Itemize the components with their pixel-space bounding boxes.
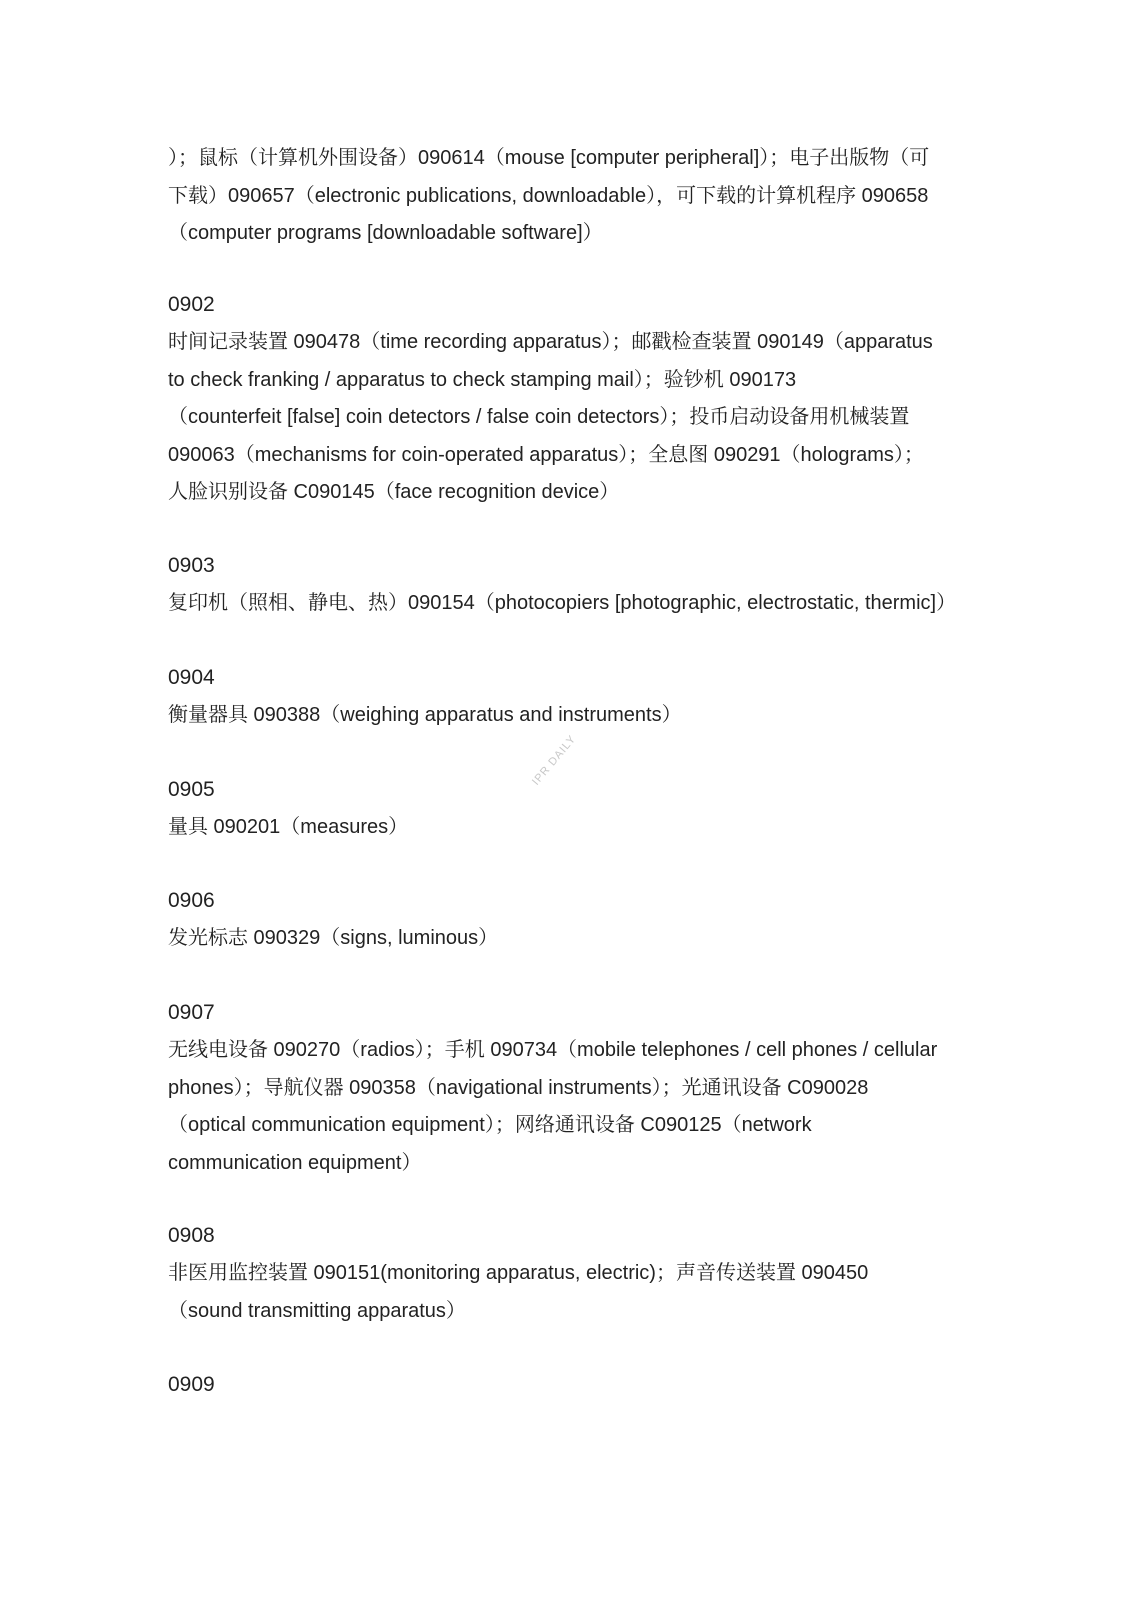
section-paragraph bbox=[168, 324, 953, 512]
section-paragraph bbox=[168, 1255, 953, 1330]
section-code: 0904 bbox=[168, 666, 215, 689]
section-code: 0906 bbox=[168, 889, 215, 912]
section-paragraph bbox=[168, 585, 957, 623]
text-line: （counterfeit [false] coin detectors / false coin detectors）；投币启动设备用机械装置 bbox=[168, 406, 910, 428]
text-line: （computer programs [downloadable software]） bbox=[168, 222, 603, 244]
watermark: IPR DAILY bbox=[530, 732, 579, 788]
section-code: 0908 bbox=[168, 1224, 215, 1247]
text-line: 非医用监控装置 090151(monitoring apparatus, electric)；声音传送装置 090450 bbox=[168, 1262, 869, 1284]
section-code: 0902 bbox=[168, 293, 215, 316]
text-line: 时间记录装置 090478（time recording apparatus）；邮戳检查装置 090149（apparatus bbox=[168, 331, 933, 353]
text-line: 衡量器具 090388（weighing apparatus and instruments） bbox=[168, 704, 682, 726]
section-code: 0909 bbox=[168, 1373, 215, 1396]
text-line: 量具 090201（measures） bbox=[168, 816, 409, 838]
text-line: 复印机（照相、静电、热）090154（photocopiers [photographic, electrostatic, thermic]） bbox=[168, 592, 957, 614]
text-line: to check franking / apparatus to check stamping mail）；验钞机 090173 bbox=[168, 368, 797, 391]
text-line: 发光标志 090329（signs, luminous） bbox=[168, 927, 499, 949]
text-line: ）；鼠标（计算机外围设备）090614（mouse [computer peripheral]）；电子出版物（可 bbox=[168, 147, 930, 169]
section-paragraph bbox=[168, 697, 953, 735]
text-line: 下载）090657（electronic publications, downloadable），可下载的计算机程序 090658 bbox=[168, 184, 929, 207]
text-line: 090063（mechanisms for coin-operated apparatus）；全息图 090291（holograms）； bbox=[168, 443, 924, 466]
section-paragraph bbox=[168, 809, 953, 847]
section-code: 0903 bbox=[168, 554, 215, 577]
section-paragraph bbox=[168, 920, 953, 958]
section-code: 0907 bbox=[168, 1001, 215, 1024]
intro-paragraph bbox=[168, 140, 953, 253]
section-code: 0905 bbox=[168, 778, 215, 801]
text-line: 人脸识别设备 C090145（face recognition device） bbox=[168, 481, 620, 503]
text-line: （optical communication equipment）；网络通讯设备 C090125（network bbox=[168, 1114, 812, 1136]
text-line: （sound transmitting apparatus） bbox=[168, 1299, 466, 1322]
text-line: communication equipment） bbox=[168, 1151, 422, 1174]
text-line: phones）；导航仪器 090358（navigational instruments）；光通讯设备 C090028 bbox=[168, 1076, 869, 1099]
section-paragraph bbox=[168, 1032, 953, 1182]
text-line: 无线电设备 090270（radios）；手机 090734（mobile telephones / cell phones / cellular bbox=[168, 1039, 938, 1061]
